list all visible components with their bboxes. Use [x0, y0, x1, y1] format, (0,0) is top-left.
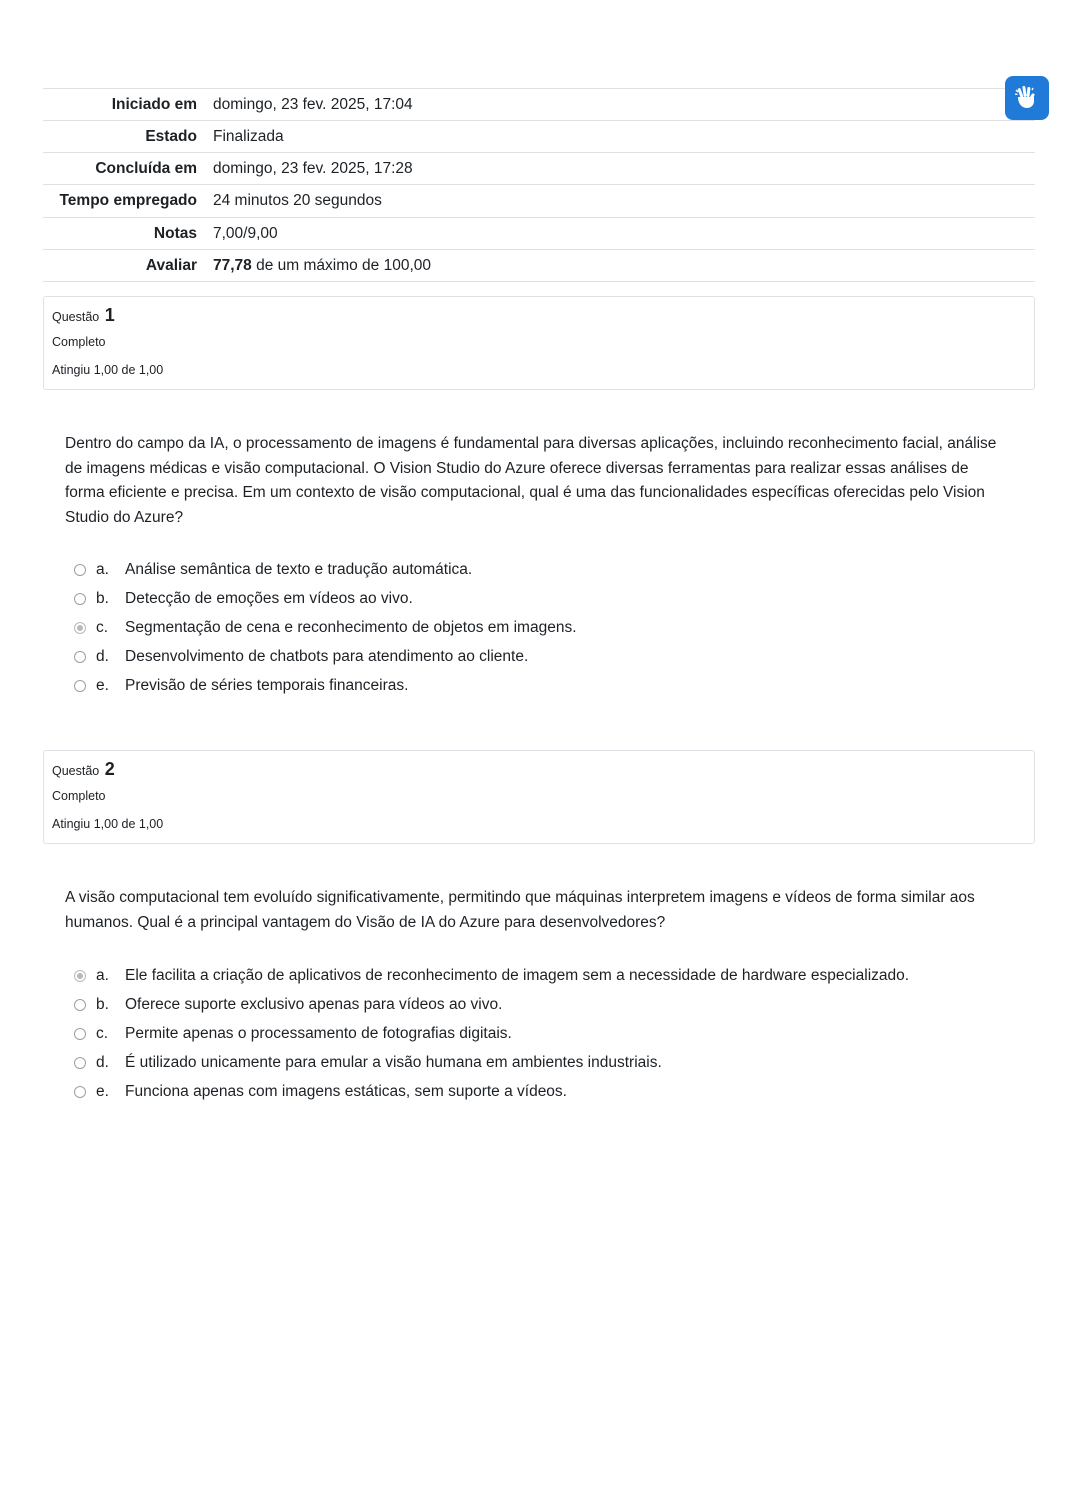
question-label: Questão	[52, 310, 100, 324]
hand-sign-icon	[1013, 84, 1041, 112]
answer-text: Previsão de séries temporais financeiras.	[125, 676, 409, 694]
question-label: Questão	[52, 764, 100, 778]
question-number-value: 1	[104, 305, 115, 325]
summary-value	[205, 250, 1035, 282]
answer-option[interactable]	[74, 671, 1014, 700]
answer-option[interactable]	[74, 613, 1014, 642]
radio-button[interactable]	[74, 1086, 86, 1098]
summary-value: 7,00/9,00	[205, 218, 1035, 250]
attempt-summary-table	[43, 88, 1035, 282]
question-info-box	[43, 296, 1035, 390]
answer-text: Análise semântica de texto e tradução automática.	[125, 560, 473, 578]
summary-label: Concluída em	[43, 153, 205, 185]
summary-label: Iniciado em	[43, 89, 205, 121]
answer-option[interactable]	[74, 990, 1014, 1019]
radio-button[interactable]	[74, 564, 86, 576]
answer-option[interactable]	[74, 642, 1014, 671]
summary-row	[43, 153, 1035, 185]
summary-value: domingo, 23 fev. 2025, 17:04	[205, 89, 1035, 121]
summary-row	[43, 185, 1035, 218]
answer-letter: e.	[96, 1082, 109, 1100]
answer-text: Desenvolvimento de chatbots para atendimento ao cliente.	[125, 647, 529, 665]
radio-button[interactable]	[74, 680, 86, 692]
summary-row	[43, 121, 1035, 153]
summary-label: Notas	[43, 218, 205, 250]
avaliar-max: de um máximo de 100,00	[251, 257, 432, 274]
answer-option[interactable]	[74, 961, 1014, 990]
question-state: Completo	[52, 789, 106, 803]
answer-option[interactable]	[74, 555, 1014, 584]
question-state: Completo	[52, 335, 106, 349]
answer-letter: b.	[96, 589, 109, 607]
answer-option[interactable]	[74, 1077, 1014, 1106]
summary-label: Avaliar	[43, 250, 205, 282]
answer-letter: a.	[96, 966, 109, 984]
summary-row-avaliar	[43, 250, 1035, 282]
answer-text: Oferece suporte exclusivo apenas para vídeos ao vivo.	[125, 995, 503, 1013]
summary-label: Estado	[43, 121, 205, 153]
radio-button[interactable]	[74, 1057, 86, 1069]
summary-value: 24 minutos 20 segundos	[205, 185, 1035, 218]
answer-letter: d.	[96, 647, 109, 665]
answer-text: Permite apenas o processamento de fotografias digitais.	[125, 1024, 512, 1042]
radio-button[interactable]	[74, 999, 86, 1011]
question-text: A visão computacional tem evoluído significativamente, permitindo que máquinas interpretem imagens e vídeos de forma similar aos humanos. Qual é a principal vantagem do Visão de IA do Azure para desenvolvedores?	[65, 889, 975, 931]
question-grade: Atingiu 1,00 de 1,00	[52, 817, 164, 831]
question-grade: Atingiu 1,00 de 1,00	[52, 363, 164, 377]
answer-text: Funciona apenas com imagens estáticas, sem suporte a vídeos.	[125, 1082, 567, 1100]
answer-letter: a.	[96, 560, 109, 578]
answer-text: Detecção de emoções em vídeos ao vivo.	[125, 589, 413, 607]
answer-option[interactable]	[74, 1048, 1014, 1077]
answer-text: Ele facilita a criação de aplicativos de reconhecimento de imagem sem a necessidade de hardware especializado.	[125, 966, 910, 984]
question-info-box	[43, 750, 1035, 844]
accessibility-button[interactable]	[1005, 76, 1049, 120]
question-number-value: 2	[104, 759, 115, 779]
question-number	[52, 759, 115, 780]
radio-button-checked[interactable]	[74, 622, 86, 634]
question-number	[52, 305, 115, 326]
summary-value: domingo, 23 fev. 2025, 17:28	[205, 153, 1035, 185]
answer-text: Segmentação de cena e reconhecimento de objetos em imagens.	[125, 618, 577, 636]
radio-button[interactable]	[74, 651, 86, 663]
answer-option[interactable]	[74, 584, 1014, 613]
summary-row	[43, 89, 1035, 121]
radio-button-checked[interactable]	[74, 970, 86, 982]
answer-text: É utilizado unicamente para emular a visão humana em ambientes industriais.	[125, 1053, 662, 1071]
answer-list	[74, 961, 1014, 1106]
answer-list	[74, 555, 1014, 700]
summary-row	[43, 218, 1035, 250]
answer-letter: c.	[96, 1024, 109, 1042]
answer-letter: e.	[96, 676, 109, 694]
radio-button[interactable]	[74, 593, 86, 605]
summary-label: Tempo empregado	[43, 185, 205, 218]
answer-letter: b.	[96, 995, 109, 1013]
answer-letter: d.	[96, 1053, 109, 1071]
radio-button[interactable]	[74, 1028, 86, 1040]
avaliar-score: 77,78	[213, 257, 252, 274]
answer-letter: c.	[96, 618, 109, 636]
question-text: Dentro do campo da IA, o processamento de imagens é fundamental para diversas aplicações, incluindo reconhecimento facial, análise de imagens médicas e visão computacional. O Vision Studio do Azure oferece diversas ferramentas para realizar essas análises de forma eficiente e precisa. Em um contexto de visão computacional, qual é uma das funcionalidades específicas oferecidas pelo Vision Studio do Azure?	[65, 435, 997, 526]
answer-option[interactable]	[74, 1019, 1014, 1048]
summary-value: Finalizada	[205, 121, 1035, 153]
